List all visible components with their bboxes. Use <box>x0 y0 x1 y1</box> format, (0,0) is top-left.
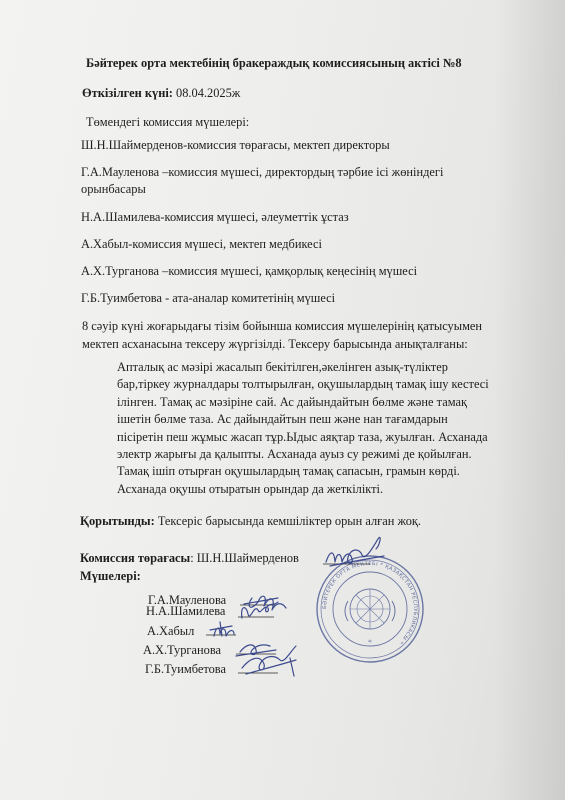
signatory-name: А.Хабыл <box>147 624 195 638</box>
findings-line: электр жарығы да қалыпты. Асханада ауыз су режимі де қойылған. <box>117 447 472 462</box>
member-line: А.Х.Турганова –комиссия мүшесі, қамқорлық кеңесінің мүшесі <box>81 264 418 278</box>
findings-line: Апталық ас мәзірі жасалып бекітілген,әкелінген азық-түліктер <box>117 360 448 374</box>
member-line: Г.А.Мауленова –комиссия мүшесі, директордың тәрбие ісі жөніндегі <box>81 165 444 179</box>
member-line: Ш.Н.Шаймерденов-комиссия төрағасы, мектеп директоры <box>81 138 390 152</box>
conclusion-text: Тексеріс барысында кемшіліктер орын алған жоқ. <box>154 514 422 528</box>
chairman-name: : Ш.Н.Шаймерденов <box>190 551 299 565</box>
intro-line: мектеп асханасына тексеру жүргізілді. Тексеру барысында анықталғаны: <box>82 336 468 351</box>
findings-line: Тамақ ішіп отырған оқушылардың тамақ сапасын, грамын көрді. <box>117 464 460 479</box>
intro-line: 8 сәуір күні жоғарыдағы тізім бойынша комиссия мүшелерінің қатысуымен <box>82 319 483 333</box>
seal-ring-text: БӘЙТЕРЕК ОРТА МЕКТЕБІ * ҚАЗАҚСТАН РЕСПУБЛИКАСЫ * <box>321 560 419 646</box>
member-line: Н.А.Шамилева-комиссия мүшесі, әлеуметтік ұстаз <box>81 210 349 224</box>
signatory-name: А.Х.Турганова <box>143 643 222 657</box>
findings-line: пісіретін пеш жұмыс жасап тұр.Ыдыс аяқтар таза, жуылған. Асханада <box>117 429 488 444</box>
chairman-label: Комиссия төрағасы <box>80 551 191 565</box>
signatory-name: Н.А.Шамилева <box>146 604 226 618</box>
signatory-name: Г.А.Мауленова <box>148 593 227 607</box>
date-value: 08.04.2025ж <box>172 86 241 100</box>
member-line: А.Хабыл-комиссия мүшесі, мектеп медбикесі <box>81 237 322 251</box>
member-line: Г.Б.Туимбетова - ата-аналар комитетінің мүшесі <box>81 291 336 305</box>
findings-line: бар,тіркеу журналдары толтырылған, оқушылардың тамақ ішу кестесі <box>117 377 489 392</box>
findings-line: ілінген. Тамақ ас мәзіріне сай. Ас дайындайтын бөлме және тамақ <box>117 394 467 409</box>
members-intro: Төмендегі комиссия мүшелері: <box>86 115 250 129</box>
conclusion-label: Қорытынды: <box>80 514 155 528</box>
member-line: орынбасары <box>81 182 146 196</box>
svg-text:*: * <box>368 638 372 647</box>
document-title: Бәйтерек орта мектебінің бракераждық комиссиясының актісі №8 <box>86 56 462 70</box>
findings-line: ішетін бөлме таза. Ас дайындайтын пеш және нан тағамдарын <box>117 412 448 427</box>
findings-line: Асханада оқушы отыратын орындар да жеткілікті. <box>117 481 384 496</box>
signatory-name: Г.Б.Туимбетова <box>145 662 226 676</box>
date-label: Өткізілген күні: <box>82 86 173 100</box>
members-label: Мүшелері: <box>80 569 141 583</box>
